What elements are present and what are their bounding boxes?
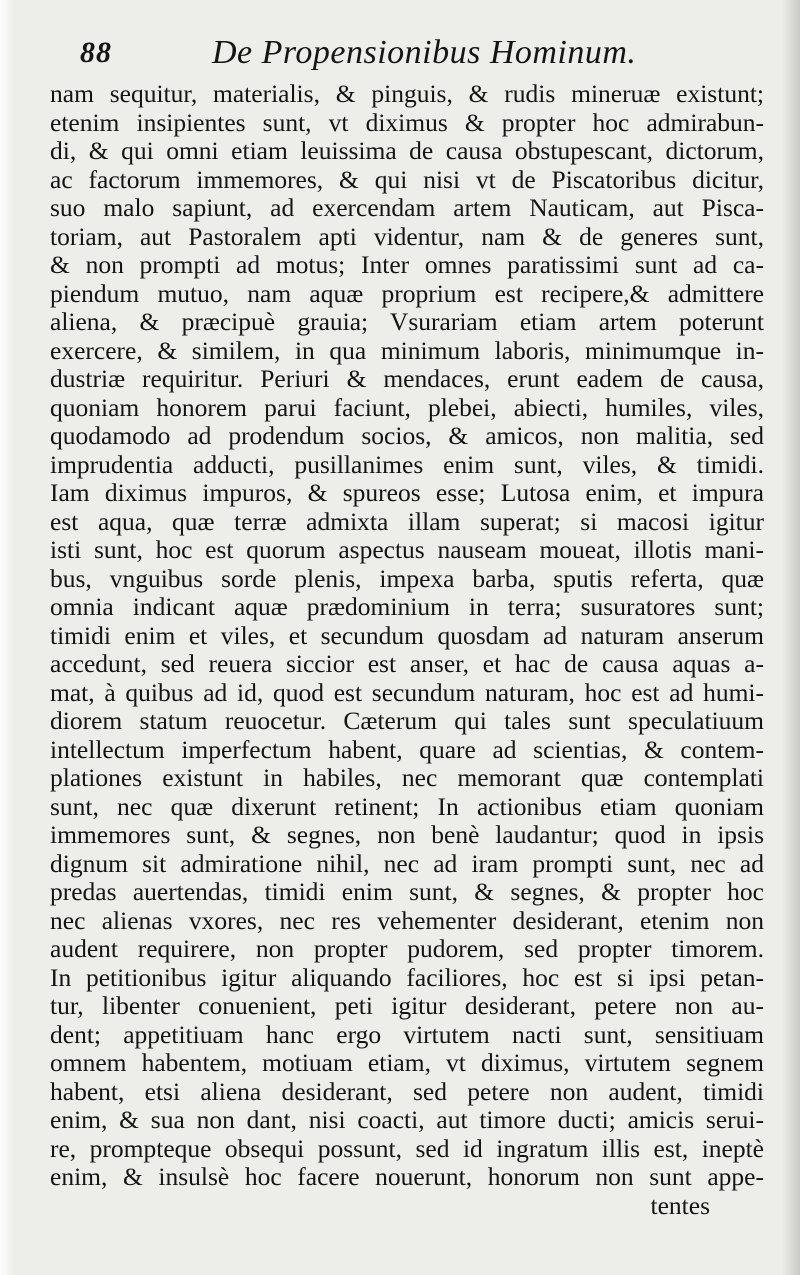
text-line: Iam diximus impuros, & spureos esse; Lutosa enim, et impura <box>50 479 764 507</box>
text-line: ac factorum immemores, & qui nisi vt de Piscatoribus dicitur, <box>50 165 764 194</box>
text-line: omnem habentem, motiuam etiam, vt diximus, virtutem segnem <box>50 1049 764 1077</box>
text-line: isti sunt, hoc est quorum aspectus nauseam moueat, illotis mani- <box>50 536 764 564</box>
text-line: est aqua, quæ terræ admixta illam superat; si macosi igitur <box>50 507 764 536</box>
text-line: predas auertendas, timidi enim sunt, & segnes, & propter hoc <box>50 878 764 906</box>
text-line: enim, & sua non dant, nisi coacti, aut timore ducti; amicis serui- <box>50 1106 764 1134</box>
text-line: dustriæ requiritur. Periuri & mendaces, erunt eadem de causa, <box>50 365 764 393</box>
text-line: quodamodo ad prodendum socios, & amicos, non malitia, sed <box>50 422 764 450</box>
text-line: nec alienas vxores, nec res vehementer desiderant, etenim non <box>50 906 764 935</box>
text-line: immemores sunt, & segnes, non benè laudantur; quod in ipsis <box>50 821 764 849</box>
text-line: nam sequitur, materialis, & pinguis, & rudis mineruæ existunt; <box>50 80 764 108</box>
page-header <box>80 30 780 78</box>
text-line: timidi enim et viles, et secundum quosdam ad naturam anserum <box>50 621 764 650</box>
text-line: sunt, nec quæ dixerunt retinent; In actionibus etiam quoniam <box>50 792 764 821</box>
page-edge-left <box>0 0 14 1275</box>
running-title: De Propensionibus Hominum. <box>212 34 637 71</box>
text-line: In petitionibus igitur aliquando faciliores, hoc est si ipsi petan- <box>50 963 764 992</box>
text-line: piendum mutuo, nam aquæ proprium est recipere,& admittere <box>50 279 764 308</box>
text-line: intellectum imperfectum habent, quare ad scientias, & contem- <box>50 735 764 764</box>
text-line: etenim insipientes sunt, vt diximus & propter hoc admirabun- <box>50 108 764 137</box>
text-line: & non prompti ad motus; Inter omnes paratissimi sunt ad ca- <box>50 251 764 279</box>
text-line: tur, libenter conuenient, peti igitur desiderant, petere non au- <box>50 992 764 1020</box>
text-line: aliena, & præcipuè grauia; Vsurariam etiam artem poterunt <box>50 308 764 336</box>
text-line: imprudentia adducti, pusillanimes enim sunt, viles, & timidi. <box>50 450 764 479</box>
text-line: toriam, aut Pastoralem apti videntur, nam & de generes sunt, <box>50 222 764 251</box>
text-line: diorem statum reuocetur. Cæterum qui tales sunt speculatiuum <box>50 707 764 735</box>
body-text <box>50 80 764 1220</box>
text-line: audent requirere, non propter pudorem, sed propter timorem. <box>50 935 764 963</box>
text-line: accedunt, sed reuera siccior est anser, et hac de causa aquas a- <box>50 650 764 678</box>
text-line: dent; appetitiuam hanc ergo virtutem nacti sunt, sensitiuam <box>50 1020 764 1049</box>
text-line: tentes <box>650 1191 710 1220</box>
text-line: quoniam honorem parui faciunt, plebei, abiecti, humiles, viles, <box>50 393 764 422</box>
text-line: exercere, & similem, in qua minimum laboris, minimumque in- <box>50 336 764 365</box>
show-through-text <box>420 1240 740 1270</box>
text-line: enim, & insulsè hoc facere nouerunt, honorum non sunt appe- <box>50 1163 764 1191</box>
text-line: omnia indicant aquæ prædominium in terra; susuratores sunt; <box>50 593 764 621</box>
text-line: bus, vnguibus sorde plenis, impexa barba, sputis referta, quæ <box>50 564 764 593</box>
text-line: suo malo sapiunt, ad exercendam artem Nauticam, aut Pisca- <box>50 194 764 222</box>
text-line: di, & qui omni etiam leuissima de causa obstupescant, dictorum, <box>50 137 764 165</box>
text-line: plationes existunt in habiles, nec memorant quæ contemplati <box>50 764 764 792</box>
text-line: mat, à quibus ad id, quod est secundum naturam, hoc est ad humi- <box>50 678 764 707</box>
page-number: 88 <box>80 36 112 69</box>
page-edge-right <box>782 0 800 1275</box>
text-line: dignum sit admiratione nihil, nec ad iram prompti sunt, nec ad <box>50 849 764 878</box>
text-line: re, prompteque obsequi possunt, sed id ingratum illis est, ineptè <box>50 1134 764 1163</box>
text-line: habent, etsi aliena desiderant, sed petere non audent, timidi <box>50 1077 764 1106</box>
